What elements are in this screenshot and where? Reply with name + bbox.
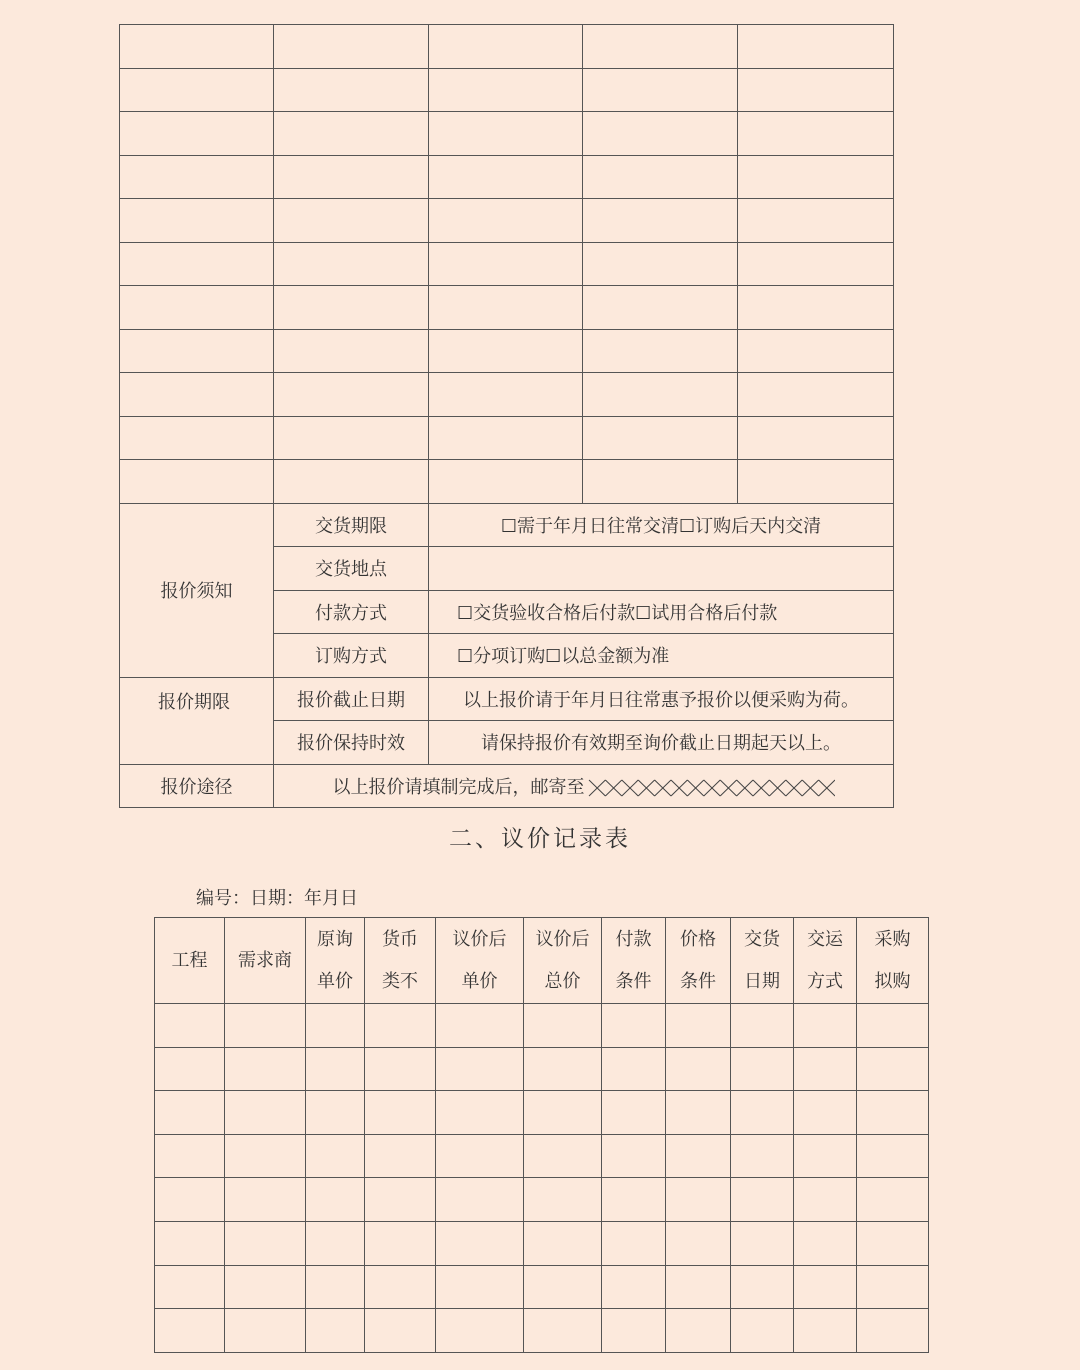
empty-cell[interactable] (602, 1178, 666, 1222)
column-header (306, 918, 365, 1004)
empty-cell[interactable] (429, 155, 583, 199)
empty-cell[interactable] (365, 1265, 436, 1309)
notice-label: 报价须知 (120, 503, 274, 677)
empty-cell[interactable] (274, 460, 429, 504)
delivery-place-value[interactable] (429, 547, 894, 591)
empty-cell[interactable] (738, 199, 894, 243)
empty-row (120, 329, 894, 373)
empty-cell[interactable] (429, 416, 583, 460)
header-line-1: 付款 (615, 928, 652, 950)
empty-cell[interactable] (365, 1091, 436, 1135)
empty-cell[interactable] (274, 416, 429, 460)
empty-cell[interactable] (155, 1265, 225, 1309)
empty-cell[interactable] (436, 1309, 524, 1353)
empty-cell[interactable] (274, 286, 429, 330)
column-header (225, 918, 306, 1004)
empty-cell[interactable] (857, 1265, 929, 1309)
empty-cell[interactable] (666, 1221, 731, 1265)
empty-cell[interactable] (274, 68, 429, 112)
column-header (857, 918, 929, 1004)
empty-cell[interactable] (524, 1004, 602, 1048)
empty-cell[interactable] (738, 416, 894, 460)
empty-cell[interactable] (666, 1265, 731, 1309)
quote-form-table (119, 24, 894, 808)
empty-cell[interactable] (306, 1091, 365, 1135)
empty-cell[interactable] (731, 1091, 794, 1135)
empty-cell[interactable] (602, 1091, 666, 1135)
column-header (602, 918, 666, 1004)
empty-cell[interactable] (524, 1265, 602, 1309)
channel-cell (274, 764, 894, 808)
column-header (155, 918, 225, 1004)
empty-row (120, 25, 894, 69)
empty-cell[interactable] (274, 155, 429, 199)
empty-cell[interactable] (731, 1004, 794, 1048)
empty-cell[interactable] (583, 416, 738, 460)
header-line-2: 方式 (807, 970, 843, 992)
empty-cell[interactable] (274, 329, 429, 373)
header-row (155, 918, 929, 1004)
empty-cell[interactable] (738, 329, 894, 373)
empty-cell[interactable] (120, 329, 274, 373)
empty-cell[interactable] (365, 1134, 436, 1178)
empty-row (120, 242, 894, 286)
header-line-2: 单价 (461, 970, 498, 992)
header-line-1: 议价后 (452, 928, 507, 950)
empty-cell[interactable] (794, 1265, 857, 1309)
empty-row (120, 373, 894, 417)
table-row (155, 1047, 929, 1091)
empty-cell[interactable] (155, 1221, 225, 1265)
empty-cell[interactable] (794, 1221, 857, 1265)
empty-cell[interactable] (794, 1134, 857, 1178)
empty-cell[interactable] (120, 199, 274, 243)
empty-cell[interactable] (429, 25, 583, 69)
header-line-1: 工程 (171, 949, 208, 971)
empty-row (120, 416, 894, 460)
delivery-period-label: 交货期限 (274, 503, 429, 547)
table-row (155, 1265, 929, 1309)
empty-cell[interactable] (155, 1178, 225, 1222)
empty-cell[interactable] (857, 1047, 929, 1091)
empty-cell[interactable] (225, 1221, 306, 1265)
header-line-1: 议价后 (535, 928, 590, 950)
empty-cell[interactable] (436, 1004, 524, 1048)
empty-cell[interactable] (225, 1265, 306, 1309)
empty-cell[interactable] (120, 373, 274, 417)
delivery-period-value[interactable]: ☐需于年月日往常交清☐订购后天内交清 (429, 503, 894, 547)
empty-cell[interactable] (429, 460, 583, 504)
empty-cell[interactable] (857, 1004, 929, 1048)
deadline-label: 报价期限 (120, 677, 274, 764)
empty-cell[interactable] (666, 1091, 731, 1135)
empty-cell[interactable] (602, 1134, 666, 1178)
empty-cell[interactable] (365, 1309, 436, 1353)
empty-cell[interactable] (583, 286, 738, 330)
empty-cell[interactable] (155, 1004, 225, 1048)
delivery-place-label: 交货地点 (274, 547, 429, 591)
empty-cell[interactable] (794, 1091, 857, 1135)
section-title: 二、议价记录表 (449, 826, 631, 852)
empty-cell[interactable] (225, 1178, 306, 1222)
header-line-1: 需求商 (238, 949, 292, 971)
table-row (155, 1221, 929, 1265)
empty-cell[interactable] (365, 1221, 436, 1265)
header-line-2: 拟购 (874, 970, 911, 992)
empty-cell[interactable] (274, 25, 429, 69)
empty-cell[interactable] (738, 460, 894, 504)
payment-method-value[interactable]: ☐交货验收合格后付款☐试用合格后付款 (429, 590, 894, 634)
empty-cell[interactable] (583, 199, 738, 243)
cutoff-date-value: 以上报价请于年月日往常惠予报价以便采购为荷。 (429, 677, 894, 721)
empty-cell[interactable] (436, 1047, 524, 1091)
empty-cell[interactable] (306, 1004, 365, 1048)
empty-cell[interactable] (120, 242, 274, 286)
empty-cell[interactable] (429, 286, 583, 330)
empty-cell[interactable] (429, 242, 583, 286)
empty-cell[interactable] (524, 1047, 602, 1091)
empty-cell[interactable] (794, 1178, 857, 1222)
empty-cell[interactable] (155, 1134, 225, 1178)
empty-cell[interactable] (583, 155, 738, 199)
empty-cell[interactable] (225, 1134, 306, 1178)
empty-cell[interactable] (120, 112, 274, 156)
empty-cell[interactable] (306, 1047, 365, 1091)
empty-cell[interactable] (429, 112, 583, 156)
empty-cell[interactable] (225, 1047, 306, 1091)
empty-cell[interactable] (794, 1047, 857, 1091)
empty-cell[interactable] (306, 1221, 365, 1265)
empty-cell[interactable] (306, 1309, 365, 1353)
empty-cell[interactable] (602, 1047, 666, 1091)
header-line-1: 采购 (874, 928, 911, 950)
validity-label: 报价保持时效 (274, 721, 429, 765)
empty-cell[interactable] (857, 1134, 929, 1178)
empty-cell[interactable] (731, 1047, 794, 1091)
empty-cell[interactable] (666, 1134, 731, 1178)
empty-cell[interactable] (583, 112, 738, 156)
header-line-1: 货币 (382, 928, 418, 950)
empty-row (120, 199, 894, 243)
empty-cell[interactable] (524, 1309, 602, 1353)
header-line-2: 条件 (615, 970, 652, 992)
empty-cell[interactable] (274, 373, 429, 417)
empty-cell[interactable] (274, 242, 429, 286)
empty-cell[interactable] (738, 373, 894, 417)
empty-cell[interactable] (429, 329, 583, 373)
empty-cell[interactable] (429, 373, 583, 417)
empty-cell[interactable] (120, 416, 274, 460)
empty-cell[interactable] (524, 1178, 602, 1222)
empty-cell[interactable] (306, 1134, 365, 1178)
channel-label: 报价途径 (120, 764, 274, 808)
empty-cell[interactable] (155, 1309, 225, 1353)
empty-row (120, 112, 894, 156)
table-row (155, 1309, 929, 1353)
empty-cell[interactable] (857, 1178, 929, 1222)
empty-cell[interactable] (365, 1178, 436, 1222)
empty-row (120, 460, 894, 504)
empty-cell[interactable] (857, 1091, 929, 1135)
table-row (155, 1004, 929, 1048)
empty-cell[interactable] (602, 1309, 666, 1353)
empty-cell[interactable] (666, 1004, 731, 1048)
validity-value: 请保持报价有效期至询价截止日期起天以上。 (429, 721, 894, 765)
empty-cell[interactable] (731, 1221, 794, 1265)
table-row (155, 1091, 929, 1135)
column-header (436, 918, 524, 1004)
cutoff-date-label: 报价截止日期 (274, 677, 429, 721)
table-row (155, 1178, 929, 1222)
empty-cell[interactable] (602, 1265, 666, 1309)
empty-cell[interactable] (274, 199, 429, 243)
header-line-2: 单价 (317, 970, 353, 992)
empty-cell[interactable] (738, 155, 894, 199)
empty-cell[interactable] (738, 286, 894, 330)
empty-cell[interactable] (429, 199, 583, 243)
empty-cell[interactable] (583, 329, 738, 373)
empty-cell[interactable] (429, 68, 583, 112)
header-line-2: 类不 (382, 970, 418, 992)
empty-cell[interactable] (738, 68, 894, 112)
empty-cell[interactable] (436, 1091, 524, 1135)
empty-cell[interactable] (857, 1221, 929, 1265)
empty-cell[interactable] (436, 1265, 524, 1309)
empty-cell[interactable] (602, 1221, 666, 1265)
empty-cell[interactable] (524, 1134, 602, 1178)
empty-cell[interactable] (436, 1178, 524, 1222)
record-meta: 编号：日期：年月日 (196, 888, 358, 909)
empty-cell[interactable] (436, 1221, 524, 1265)
empty-row (120, 155, 894, 199)
empty-cell[interactable] (155, 1091, 225, 1135)
header-line-2: 总价 (544, 970, 581, 992)
header-line-2: 日期 (744, 970, 780, 992)
empty-row (120, 68, 894, 112)
empty-cell[interactable] (738, 112, 894, 156)
empty-cell[interactable] (738, 242, 894, 286)
empty-cell[interactable] (583, 242, 738, 286)
empty-cell[interactable] (120, 460, 274, 504)
empty-cell[interactable] (666, 1047, 731, 1091)
empty-cell[interactable] (155, 1047, 225, 1091)
empty-cell[interactable] (274, 112, 429, 156)
column-header (731, 918, 794, 1004)
empty-cell[interactable] (666, 1309, 731, 1353)
empty-cell[interactable] (602, 1004, 666, 1048)
empty-cell[interactable] (225, 1004, 306, 1048)
empty-cell[interactable] (225, 1091, 306, 1135)
empty-cell[interactable] (583, 460, 738, 504)
order-method-value[interactable]: ☐分项订购☐以总金额为准 (429, 634, 894, 678)
negotiation-record-table (154, 917, 929, 1353)
empty-cell[interactable] (583, 373, 738, 417)
table-row (155, 1134, 929, 1178)
empty-cell[interactable] (436, 1134, 524, 1178)
empty-cell[interactable] (524, 1221, 602, 1265)
header-line-1: 价格 (680, 928, 716, 950)
header-line-1: 交货 (744, 928, 780, 950)
column-header (365, 918, 436, 1004)
empty-cell[interactable] (524, 1091, 602, 1135)
empty-cell[interactable] (120, 155, 274, 199)
empty-cell[interactable] (120, 286, 274, 330)
empty-cell[interactable] (857, 1309, 929, 1353)
empty-cell[interactable] (225, 1309, 306, 1353)
empty-cell[interactable] (120, 68, 274, 112)
header-line-1: 原询 (317, 928, 353, 950)
empty-cell[interactable] (738, 25, 894, 69)
empty-cell[interactable] (731, 1134, 794, 1178)
empty-cell[interactable] (583, 25, 738, 69)
column-header (794, 918, 857, 1004)
redacted-address-icon (587, 778, 835, 798)
empty-cell[interactable] (365, 1047, 436, 1091)
empty-cell[interactable] (731, 1178, 794, 1222)
empty-cell[interactable] (794, 1309, 857, 1353)
column-header (524, 918, 602, 1004)
empty-cell[interactable] (365, 1004, 436, 1048)
header-line-2: 条件 (680, 970, 716, 992)
empty-cell[interactable] (306, 1178, 365, 1222)
column-header (666, 918, 731, 1004)
empty-cell[interactable] (666, 1178, 731, 1222)
empty-row (120, 286, 894, 330)
order-method-label: 订购方式 (274, 634, 429, 678)
empty-cell[interactable] (731, 1309, 794, 1353)
empty-cell[interactable] (306, 1265, 365, 1309)
empty-cell[interactable] (120, 25, 274, 69)
payment-method-label: 付款方式 (274, 590, 429, 634)
empty-cell[interactable] (731, 1265, 794, 1309)
empty-cell[interactable] (794, 1004, 857, 1048)
header-line-1: 交运 (807, 928, 843, 950)
channel-value: 以上报价请填制完成后，邮寄至 (332, 776, 585, 798)
empty-cell[interactable] (583, 68, 738, 112)
